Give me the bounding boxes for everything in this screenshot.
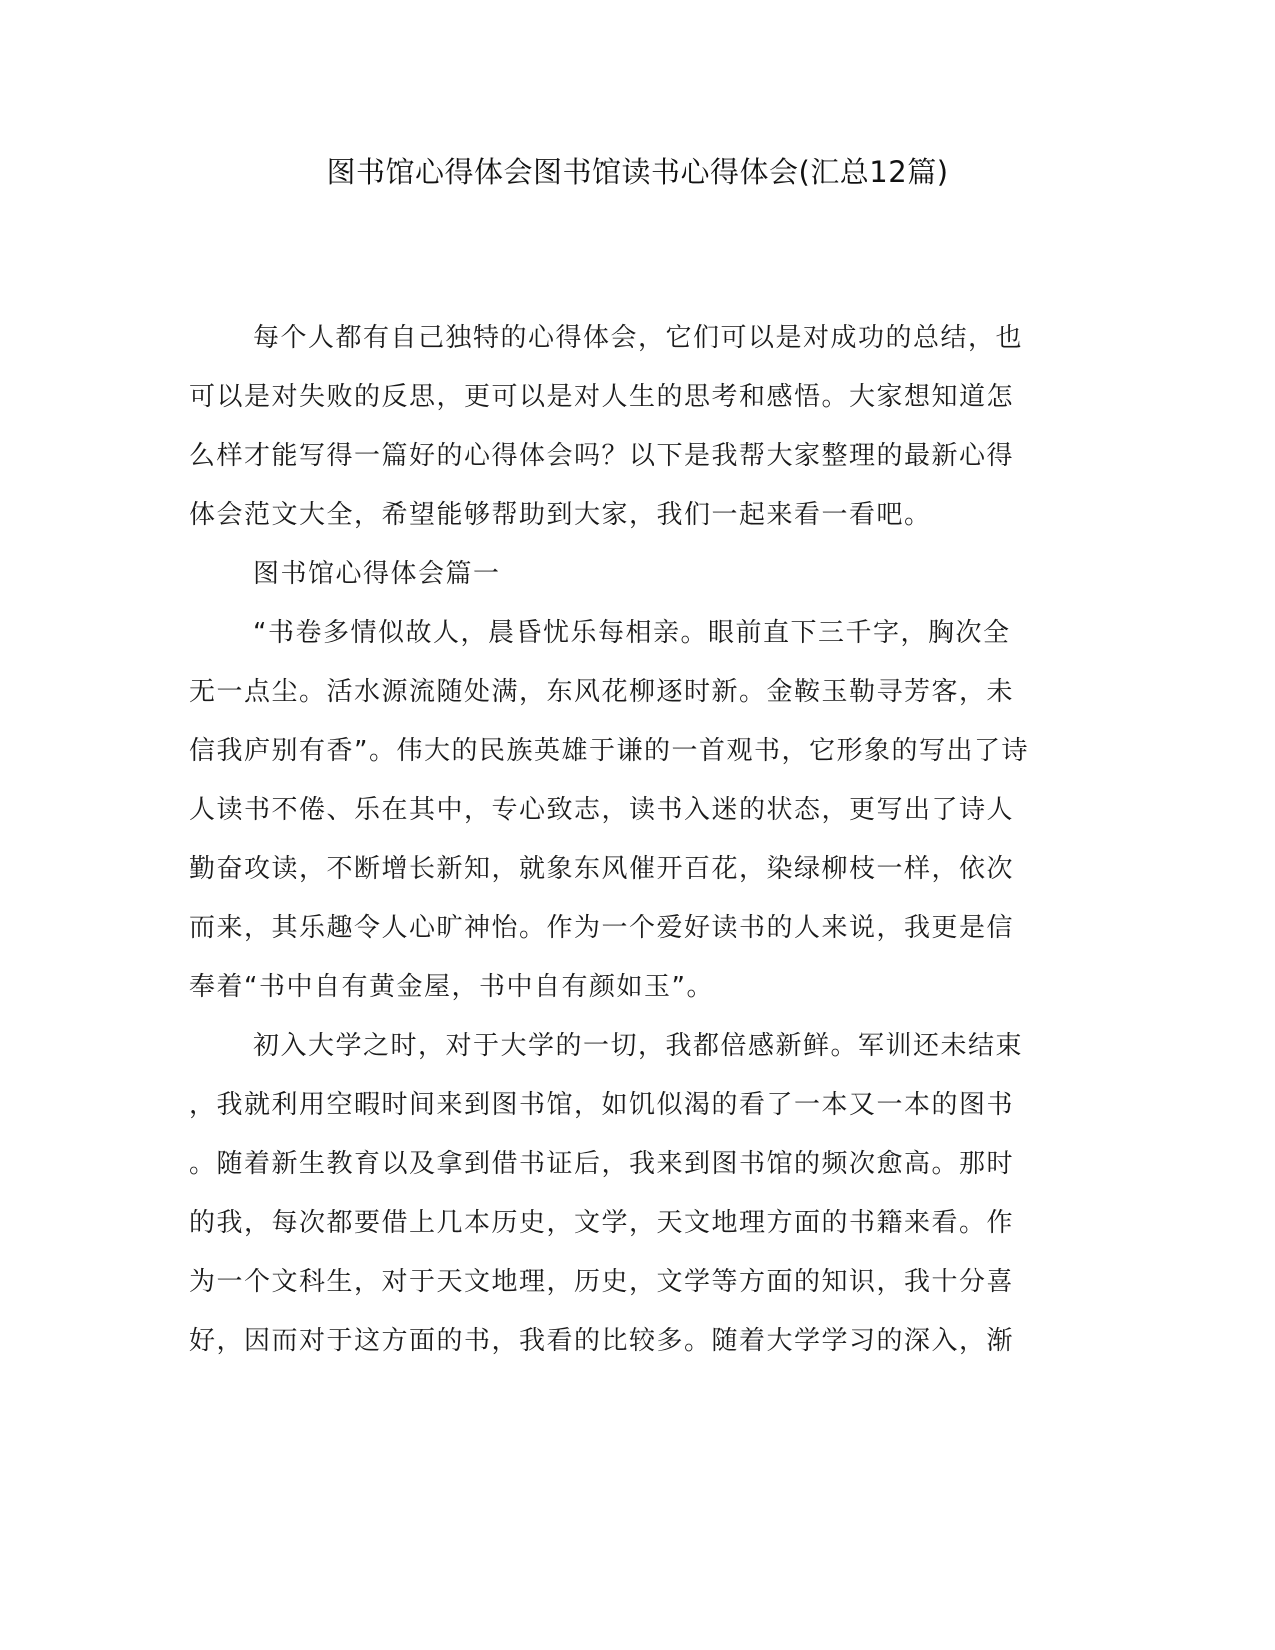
section-heading: 图书馆心得体会篇一 xyxy=(253,559,501,589)
paragraph-line: 人读书不倦、乐在其中，专心致志，读书入迷的状态，更写出了诗人 xyxy=(189,795,1015,825)
paragraph-line: 奉着“书中自有黄金屋，书中自有颜如玉”。 xyxy=(189,972,714,1002)
paragraph-line: 信我庐别有香”。伟大的民族英雄于谦的一首观书，它形象的写出了诗 xyxy=(189,736,1029,766)
paragraph-line: “书卷多情似故人，晨昏忧乐每相亲。眼前直下三千字，胸次全 xyxy=(253,618,1011,648)
paragraph-line: 么样才能写得一篇好的心得体会吗？以下是我帮大家整理的最新心得 xyxy=(189,441,1015,471)
paragraph-line: 初入大学之时，对于大学的一切，我都倍感新鲜。军训还未结束 xyxy=(253,1031,1024,1061)
paragraph-line: 。随着新生教育以及拿到借书证后，我来到图书馆的频次愈高。那时 xyxy=(189,1149,1015,1179)
document-title: 图书馆心得体会图书馆读书心得体会(汇总12篇) xyxy=(326,155,949,189)
paragraph-line: 的我，每次都要借上几本历史，文学，天文地理方面的书籍来看。作 xyxy=(189,1208,1015,1238)
paragraph-line: 无一点尘。活水源流随处满，东风花柳逐时新。金鞍玉勒寻芳客，未 xyxy=(189,677,1015,707)
paragraph-line: 每个人都有自己独特的心得体会，它们可以是对成功的总结，也 xyxy=(253,323,1024,353)
paragraph-line: 而来，其乐趣令人心旷神怡。作为一个爱好读书的人来说，我更是信 xyxy=(189,913,1015,943)
paragraph-line: 体会范文大全，希望能够帮助到大家，我们一起来看一看吧。 xyxy=(189,500,932,530)
paragraph-line: 可以是对失败的反思，更可以是对人生的思考和感悟。大家想知道怎 xyxy=(189,382,1015,412)
paragraph-line: 勤奋攻读，不断增长新知，就象东风催开百花，染绿柳枝一样，依次 xyxy=(189,854,1015,884)
paragraph-line: 为一个文科生，对于天文地理，历史，文学等方面的知识，我十分喜 xyxy=(189,1267,1015,1297)
paragraph-line: 好，因而对于这方面的书，我看的比较多。随着大学学习的深入，渐 xyxy=(189,1326,1015,1356)
paragraph-line: ，我就利用空暇时间来到图书馆，如饥似渴的看了一本又一本的图书 xyxy=(189,1090,1015,1120)
